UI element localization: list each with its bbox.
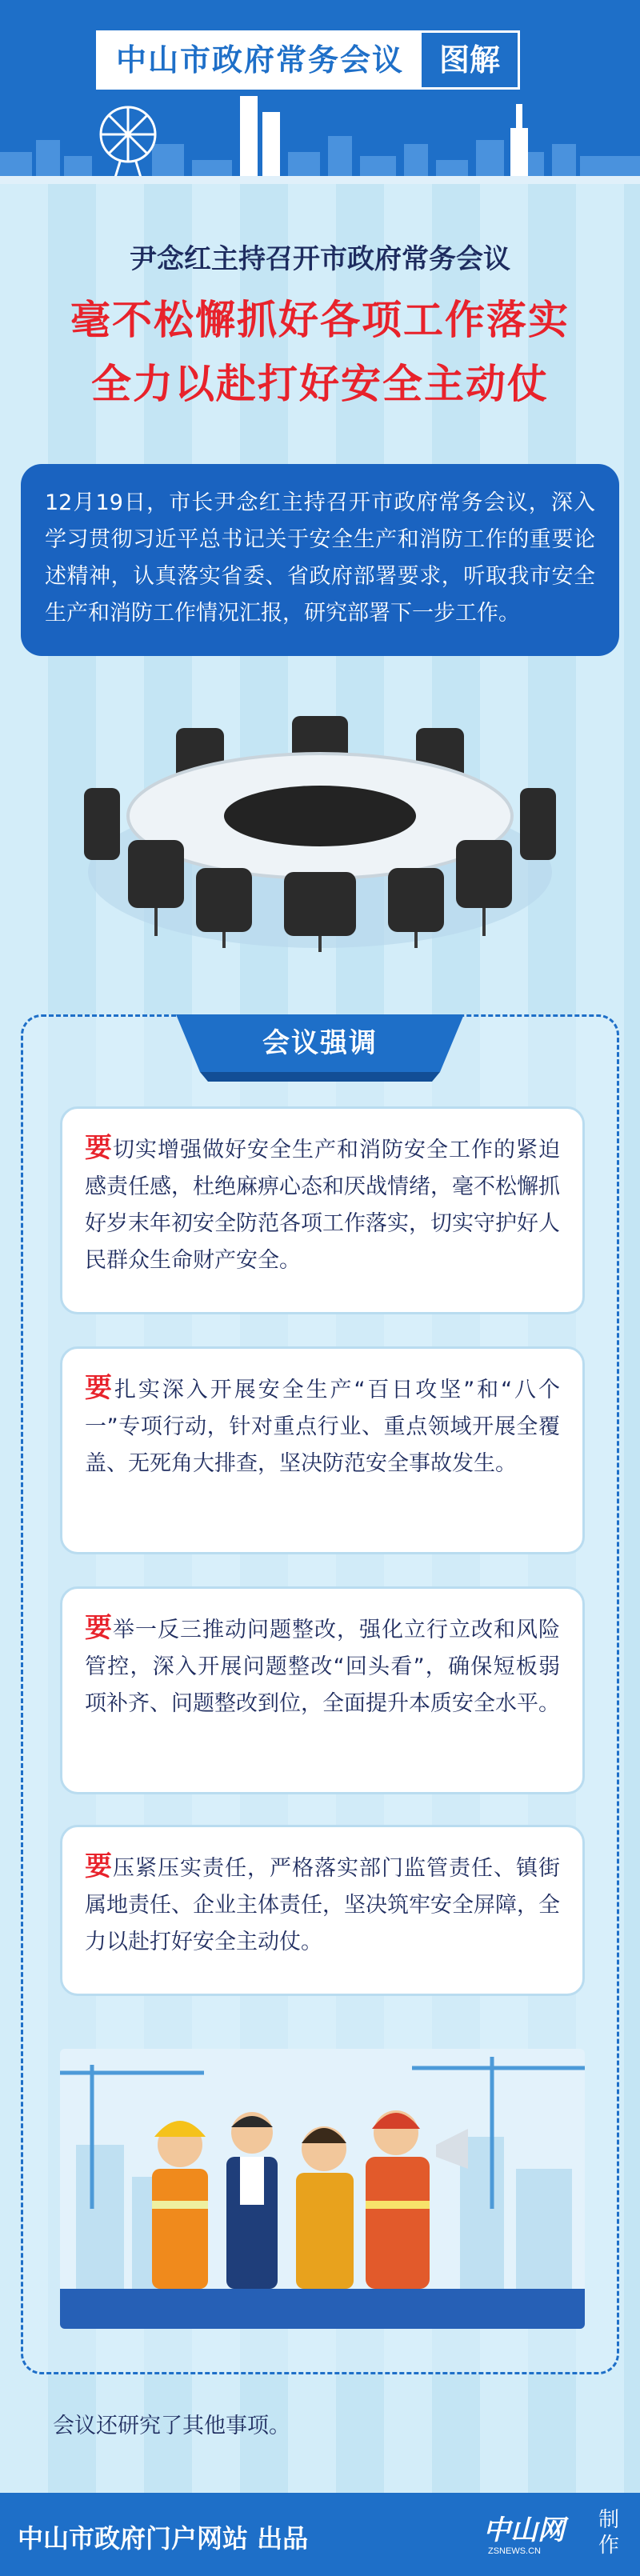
headline-line-1: 毫不松懈抓好各项工作落实	[70, 297, 570, 343]
emphasis-title: 会议强调	[262, 1027, 378, 1059]
zsnews-logo	[480, 2510, 592, 2558]
card-lead-4: 要	[85, 1850, 113, 1882]
city-skyline-illustration	[0, 96, 640, 184]
footer-credit: 中山市政府门户网站 出品	[18, 2523, 309, 2554]
card-text-1: 切实增强做好安全生产和消防安全工作的紧迫感责任感，杜绝麻痹心态和厌战情绪，毫不松懈抓好岁末年初安全防范各项工作落实，切实守护好人民群众生命财产安全。	[85, 1138, 560, 1273]
emphasis-card-2	[60, 1346, 585, 1554]
card-text-4: 压紧压实责任，严格落实部门监管责任、镇街属地责任、企业主体责任，坚决筑牢安全屏障，全力以赴打好安全主动仗。	[85, 1856, 560, 1954]
svg-text:ZSNEWS.CN: ZSNEWS.CN	[488, 2546, 541, 2556]
svg-text:中山网: 中山网	[483, 2515, 565, 2546]
card-lead-3: 要	[85, 1612, 113, 1644]
intro-text: 12月19日，市长尹念红主持召开市政府常务会议，深入学习贯彻习近平总书记关于安全生产和消防工作的重要论述精神，认真落实省委、省政府部署要求，听取我市安全生产和消防工作情况汇报，研究部署下一步工作。	[45, 490, 595, 626]
conference-table-illustration	[80, 712, 560, 960]
header-title: 中山市政府常务会议	[98, 33, 422, 87]
card-text-3: 举一反三推动问题整改，强化立行立改和风险管控，深入开展问题整改“回头看”，确保短板弱项补齐、问题整改到位，全面提升本质安全水平。	[85, 1618, 560, 1716]
emphasis-card-1	[60, 1106, 585, 1314]
intro-box	[21, 464, 619, 656]
closing-note: 会议还研究了其他事项。	[53, 2414, 290, 2438]
footer	[0, 2493, 640, 2576]
header-banner	[0, 0, 640, 184]
emphasis-card-4	[60, 1825, 585, 1996]
footer-make: 制作	[598, 2508, 619, 2558]
card-text-2: 扎实深入开展安全生产“百日攻坚”和“八个一”专项行动，针对重点行业、重点领域开展全覆盖、无死角大排查，坚决防范安全事故发生。	[85, 1378, 560, 1476]
headline-line-2: 全力以赴打好安全主动仗	[91, 361, 549, 407]
emphasis-card-3	[60, 1586, 585, 1794]
card-lead-1: 要	[85, 1132, 113, 1164]
meeting-emphasis-section	[21, 1014, 619, 2374]
safety-workers-illustration	[60, 2049, 585, 2329]
meeting-subtitle: 尹念红主持召开市政府常务会议	[130, 243, 510, 275]
header-tag: 图解	[439, 42, 501, 78]
card-lead-2: 要	[85, 1372, 114, 1404]
header-title-box	[96, 30, 520, 90]
